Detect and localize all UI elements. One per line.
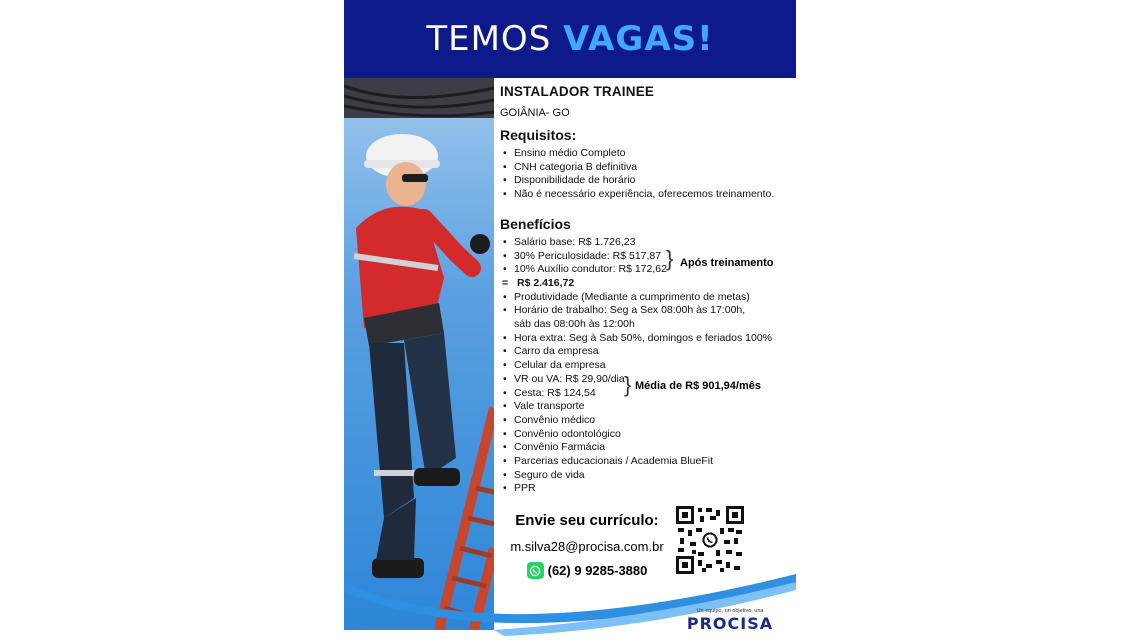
benefit-item-continuation: sáb das 08:00h às 12:00h	[514, 318, 635, 331]
benefit-item: • Produtividade (Mediante a cumprimento de metas)	[500, 291, 792, 305]
contact-phone[interactable]	[502, 562, 672, 579]
benefit-item: • Salário base: R$ 1.726,23	[500, 236, 792, 250]
benefit-item: • Parcerias educacionais / Academia BlueFit	[500, 455, 792, 469]
job-flyer	[344, 0, 796, 640]
requirement-item: • Disponibilidade de horário	[500, 174, 792, 188]
benefit-item: • Convênio médico	[500, 414, 792, 428]
contact-section	[502, 512, 672, 579]
meal-note: Média de R$ 901,94/mês	[635, 380, 761, 392]
salary-total: = R$ 2.416,72	[500, 277, 792, 291]
job-location: GOIÂNIA- GO	[500, 107, 570, 119]
benefit-item: • Convênio Farmácia	[500, 441, 792, 455]
benefit-item: • Vale transporte	[500, 400, 792, 414]
requirement-item: • Não é necessário experiência, oferecemos treinamento.	[500, 188, 792, 202]
logo-tagline: Un equipo, un objetivo, una	[696, 608, 764, 614]
meal-brace: }	[624, 372, 632, 397]
requirements-list	[500, 147, 792, 202]
benefit-item: • Seguro de vida	[500, 469, 792, 483]
contact-heading: Envie seu currículo:	[515, 512, 659, 529]
logo-name: PROCISA	[686, 614, 774, 633]
qr-code[interactable]	[676, 506, 744, 574]
benefit-item: • 10% Auxílio condutor: R$ 172,62	[500, 263, 792, 277]
benefit-item: • Cesta: R$ 124,54	[500, 387, 792, 401]
salary-note: Após treinamento	[680, 257, 774, 269]
job-details	[500, 84, 792, 496]
benefits-heading: Benefícios	[500, 215, 571, 232]
benefit-item: • Hora extra: Seg à Sab 50%, domingos e feriados 100%	[500, 332, 792, 346]
page-title	[426, 19, 713, 59]
benefit-item: • Convênio odontológico	[500, 428, 792, 442]
procisa-logo	[680, 608, 780, 633]
requirement-item: • Ensino médio Completo	[500, 147, 792, 161]
benefit-item: • VR ou VA: R$ 29,90/dia	[500, 373, 792, 387]
header-banner	[344, 0, 796, 78]
benefit-item: • Horário de trabalho: Seg a Sex 08:00h às 17:00h,	[500, 304, 792, 318]
salary-brace: }	[666, 246, 674, 271]
benefit-item: • 30% Periculosidade: R$ 517,87	[500, 250, 792, 264]
whatsapp-icon	[527, 562, 544, 579]
job-title: INSTALADOR TRAINEE	[500, 84, 655, 99]
title-plain: TEMOS	[426, 19, 564, 59]
benefit-item: • Celular da empresa	[500, 359, 792, 373]
benefits-list	[500, 236, 792, 496]
worker-photo	[344, 78, 494, 630]
title-highlight: VAGAS!	[563, 19, 714, 59]
requirements-heading: Requisitos:	[500, 127, 577, 143]
requirement-item: • CNH categoria B definitiva	[500, 161, 792, 175]
benefit-item: • PPR	[500, 482, 792, 496]
contact-email[interactable]: m.silva28@procisa.com.br	[510, 539, 664, 554]
benefit-item: • Carro da empresa	[500, 345, 792, 359]
phone-number: (62) 9 9285-3880	[547, 563, 648, 578]
